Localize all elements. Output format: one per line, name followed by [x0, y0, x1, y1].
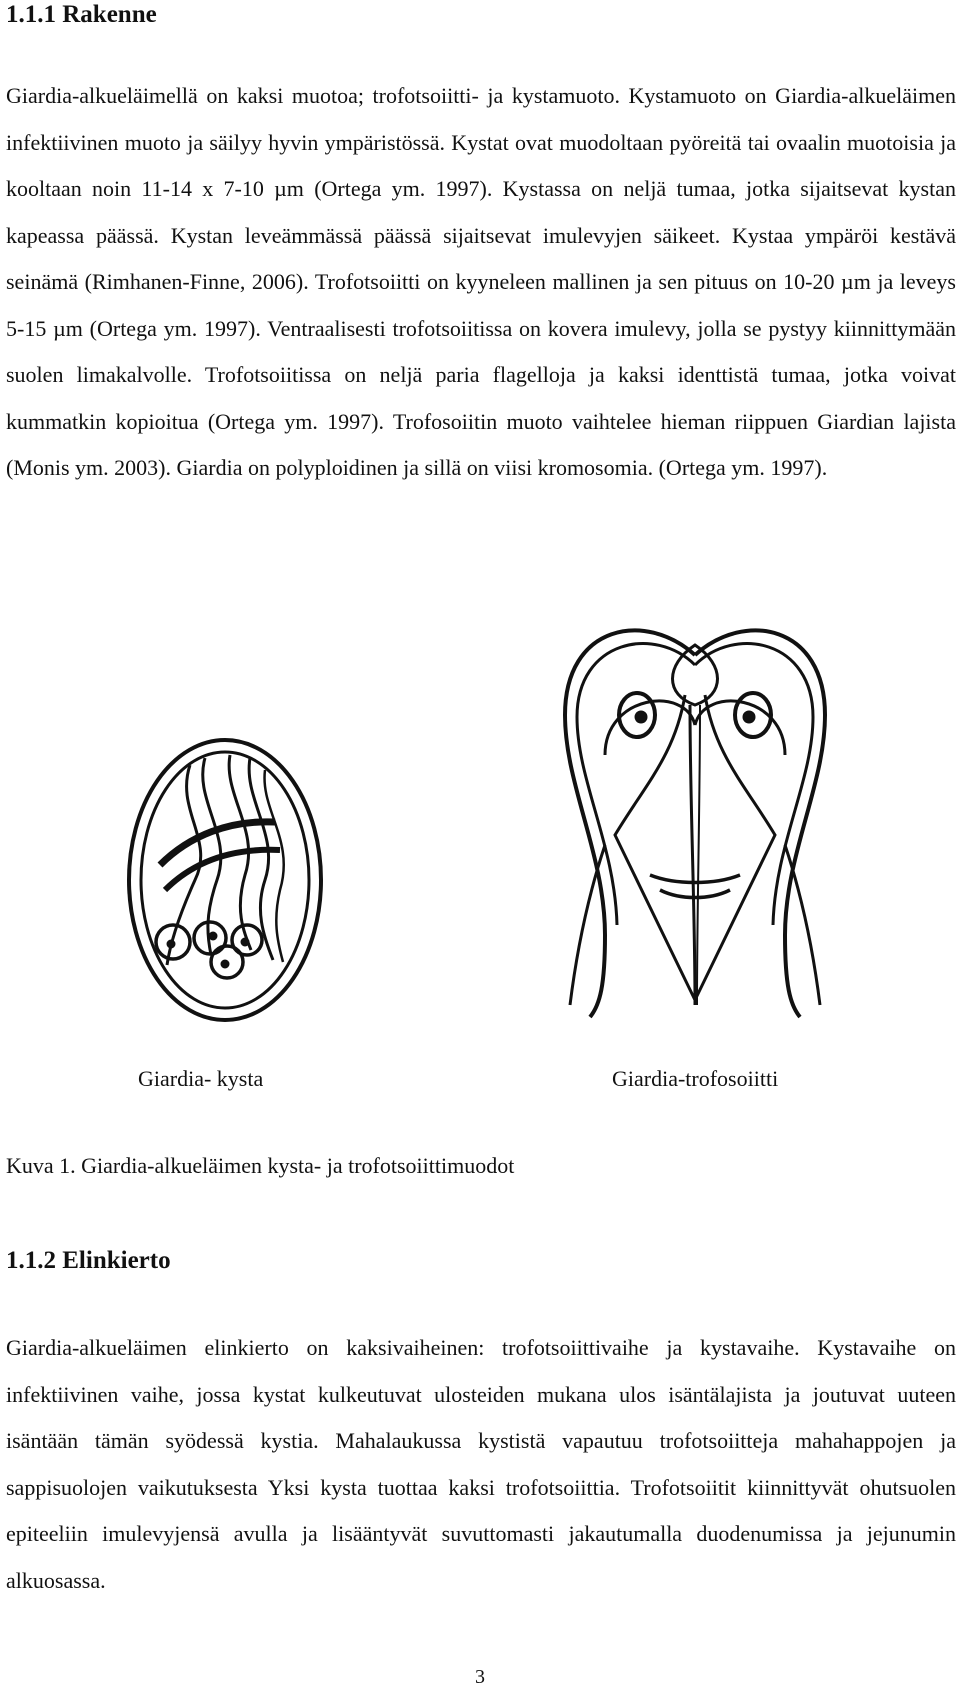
giardia-trophozoite-illustration: [545, 605, 845, 1025]
giardia-cyst-illustration: [115, 730, 335, 1030]
section-heading-rakenne: 1.1.1 Rakenne: [6, 1, 157, 28]
section-heading-elinkierto: 1.1.2 Elinkierto: [6, 1247, 171, 1274]
paragraph-rakenne: Giardia-alkueläimellä on kaksi muotoa; trofotsoiitti- ja kystamuoto. Kystamuoto on Giardia-alkueläimen infektiivinen muoto ja säilyy hyvin ympäristössä. Kystat ovat muodoltaan pyöreitä tai ovaalin muotoisia ja kooltaan noin 11-14 x 7-10 µm (Ortega ym. 1997). Kystassa on neljä tumaa, jotka sijaitsevat kystan kapeassa päässä. Kystan leveämmässä päässä sijaitsevat imulevyjen säikeet. Kystaa ympäröi kestävä seinämä (Rimhanen-Finne, 2006). Trofotsoiitti on kyyneleen mallinen ja sen pituus on 10-20 µm ja leveys 5-15 µm (Ortega ym. 1997). Ventraalisesti trofotsoiitissa on kovera imulevy, jolla se pystyy kiinnittymään suolen limakalvolle. Trofotsoiitissa on neljä paria flagelloja ja kaksi identtistä tumaa, jotka voivat kummatkin kopioitua (Ortega ym. 1997). Trofosoiitin muoto vaihtelee hieman riippuen Giardian lajista (Monis ym. 2003). Giardia on polyploidinen ja sillä on viisi kromosomia. (Ortega ym. 1997).: [6, 83, 956, 480]
trophozoite-label: Giardia-trofosoiitti: [612, 1066, 779, 1091]
cyst-label: Giardia- kysta: [138, 1066, 264, 1091]
paragraph-elinkierto: Giardia-alkueläimen elinkierto on kaksivaiheinen: trofotsoiittivaihe ja kystavaihe. Kystavaihe on infektiivinen vaihe, jossa kystat kulkeutuvat ulosteiden mukana ulos isäntälajista ja joutuvat uuteen isäntään tämän syödessä kystia. Mahalaukussa kystistä vapautuu trofotsoiitteja mahahappojen ja sappisuolojen vaikutuksesta Yksi kysta tuottaa kaksi trofotsoiittia. Trofotsoiitit kiinnittyvät ohutsuolen epiteeliin imulevyjensä avulla ja lisääntyvät suvuttomasti jakautumalla duodenumissa ja jejunumin alkuosassa.: [6, 1335, 956, 1593]
figure-caption: Kuva 1. Giardia-alkueläimen kysta- ja trofotsoiittimuodot: [6, 1153, 515, 1178]
page-number: 3: [475, 1666, 485, 1688]
